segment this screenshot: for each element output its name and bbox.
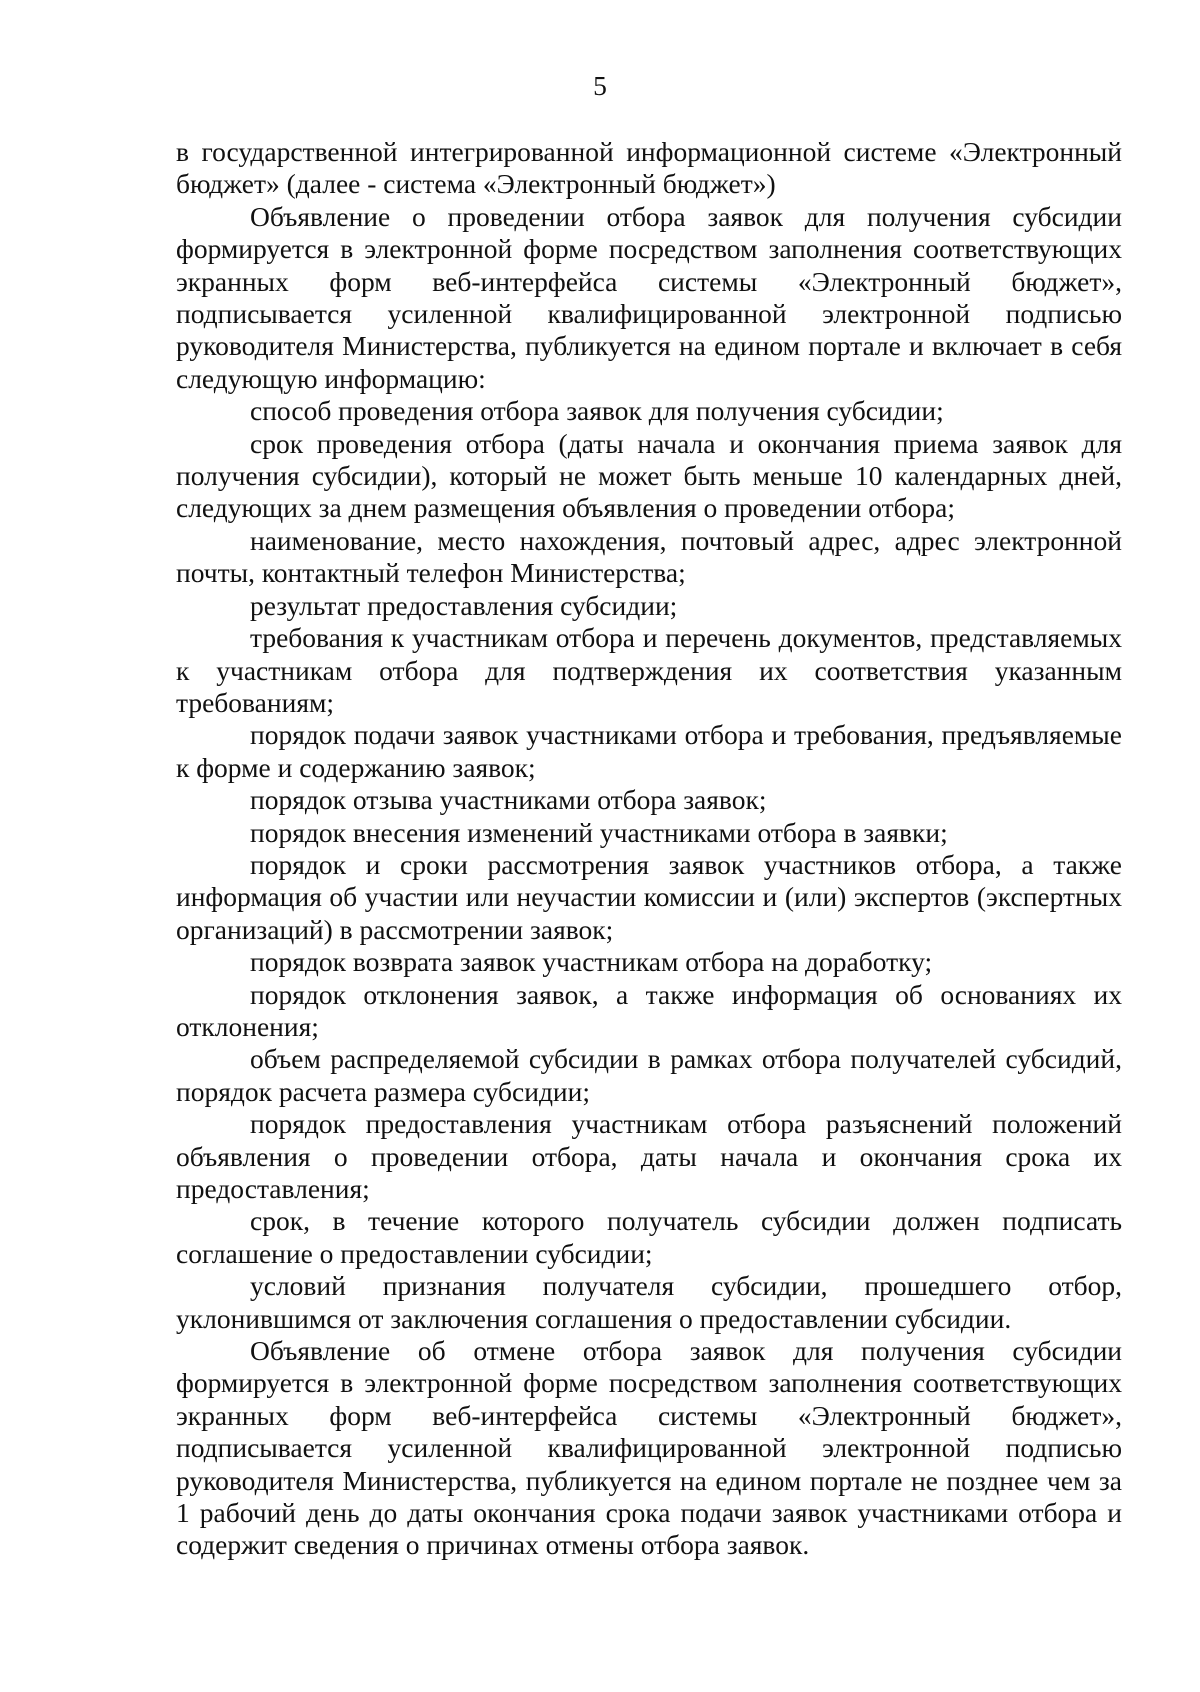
list-item-participant-requirements: требования к участникам отбора и перечень документов, представляемых к участникам отбора для подтверждения их соответствия указанным требованиям;: [176, 622, 1122, 718]
document-body: [176, 136, 1122, 1562]
list-item-subsidy-volume: объем распределяемой субсидии в рамках отбора получателей субсидий, порядок расчета размера субсидии;: [176, 1043, 1122, 1107]
list-item-evasion-conditions: условий признания получателя субсидии, прошедшего отбор, уклонившимся от заключения соглашения о предоставлении субсидии.: [176, 1270, 1122, 1334]
list-item-selection-method: способ проведения отбора заявок для получения субсидии;: [250, 395, 944, 427]
list-item-subsidy-result: результат предоставления субсидии;: [250, 589, 678, 621]
list-item-withdrawal-procedure: порядок отзыва участниками отбора заявок;: [250, 784, 767, 816]
page-number: 5: [593, 70, 607, 101]
list-item-amendment-procedure: порядок внесения изменений участниками отбора в заявки;: [250, 816, 948, 848]
list-item-selection-period: срок проведения отбора (даты начала и окончания приема заявок для получения субсидии), который не может быть меньше 10 календарных дней, следующих за днем размещения объявления о проведении отбора;: [176, 427, 1122, 524]
list-item-agreement-deadline: срок, в течение которого получатель субсидии должен подписать соглашение о предоставлении субсидии;: [176, 1205, 1122, 1269]
list-item-application-procedure: порядок подачи заявок участниками отбора и требования, предъявляемые к форме и содержанию заявок;: [176, 719, 1122, 783]
paragraph-continuation: в государственной интегрированной информационной системе «Электронный бюджет» (далее - система «Электронный бюджет»): [176, 136, 1122, 200]
list-item-return-procedure: порядок возврата заявок участникам отбора на доработку;: [250, 946, 933, 978]
list-item-rejection-procedure: порядок отклонения заявок, а также информация об основаниях их отклонения;: [176, 978, 1122, 1042]
list-item-ministry-contacts: наименование, место нахождения, почтовый адрес, адрес электронной почты, контактный телефон Министерства;: [176, 524, 1122, 589]
paragraph-announcement-intro: Объявление о проведении отбора заявок для получения субсидии формируется в электронной форме посредством заполнения соответствующих экранных форм веб-интерфейса системы «Электронный бюджет», подписывается усиленной квалифицированной электронной подписью руководителя Министерства, публикуется на едином портале и включает в себя следующую информацию:: [176, 200, 1122, 394]
list-item-review-procedure: порядок и сроки рассмотрения заявок участников отбора, а также информация об участии или неучастии комиссии и (или) экспертов (экспертных организаций) в рассмотрении заявок;: [176, 848, 1122, 945]
paragraph-cancellation-notice: Объявление об отмене отбора заявок для получения субсидии формируется в электронной форме посредством заполнения соответствующих экранных форм веб-интерфейса системы «Электронный бюджет», подписывается усиленной квалифицированной электронной подписью руководителя Министерства, публикуется на едином портале не позднее чем за 1 рабочий день до даты окончания срока подачи заявок участниками отбора и содержит сведения о причинах отмены отбора заявок.: [176, 1335, 1122, 1561]
list-item-clarification-procedure: порядок предоставления участникам отбора разъяснений положений объявления о проведении отбора, даты начала и окончания срока их предоставления;: [176, 1108, 1122, 1204]
